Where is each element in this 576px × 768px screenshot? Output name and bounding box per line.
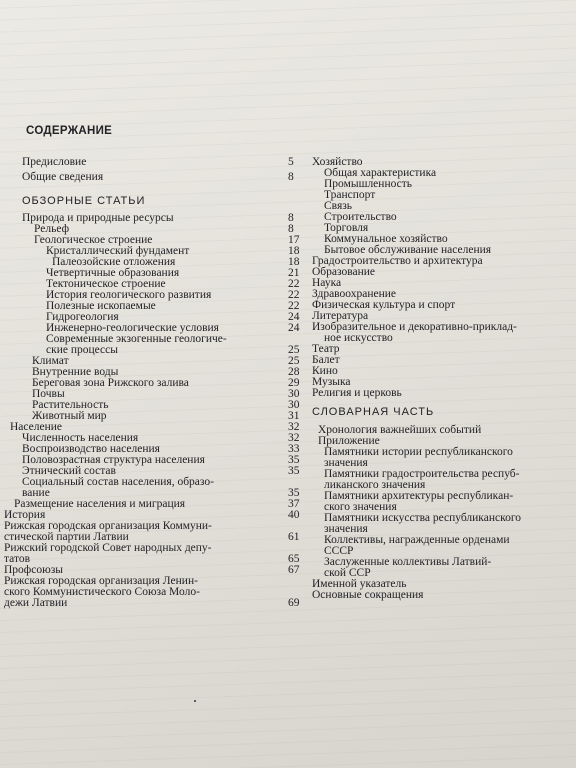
toc-entry-label: История геологического развития [46,289,212,301]
toc-entry-label: СССР [324,545,354,557]
toc-entry-label: ского Коммунистического Союза Моло- [4,586,200,598]
toc-entry-label: дежи Латвии [4,597,68,609]
toc-entry-label: Заслуженные коллективы Латвий- [324,556,492,568]
toc-entry-label: ской ССР [324,567,371,579]
toc-entry-label: Транспорт [324,189,376,201]
toc-entry-label: Коллективы, награжденные орденами [324,534,510,546]
toc-page-number: 35 [288,465,300,477]
toc-page-number: 22 [288,289,300,301]
toc-entry-label: Рижский городской Совет народных депу- [4,542,212,554]
toc-entry-label: Наука [312,277,342,289]
toc-entry-label: Инженерно-геологические условия [46,322,219,334]
toc-entry-label: Население [10,421,63,433]
toc-entry [4,597,304,609]
section-heading: ОБЗОРНЫЕ СТАТЬИ [22,195,146,207]
toc-entry-label: Береговая зона Рижского залива [32,377,189,389]
toc-entry-label: Палеозойские отложения [52,256,176,268]
toc-entry-label: Геологическое строение [34,234,153,246]
toc-page-number: 61 [288,531,300,543]
toc-entry-label: Природа и природные ресурсы [22,212,174,224]
section-heading: СЛОВАРНАЯ ЧАСТЬ [312,406,435,418]
toc-page-number: 33 [288,443,300,455]
toc-entry-label: Приложение [318,435,380,447]
toc-page-number: 67 [288,564,300,576]
toc-page-number: 30 [288,399,300,411]
toc-entry-label: Климат [32,355,69,367]
toc-entry-label: Изобразительное и декоративно-приклад- [312,321,517,333]
toc-page-number: 21 [288,267,300,279]
toc-entry-label: Внутренние воды [32,366,119,378]
toc-page-number: 25 [288,355,300,367]
toc-entry [4,195,304,207]
toc-page-number: 8 [288,171,294,183]
toc-entry-label: Коммунальное хозяйство [324,233,448,245]
toc-page-number: 37 [288,498,300,510]
toc-page-number: 22 [288,278,300,290]
toc-entry-label: Растительность [32,399,109,411]
toc-entry-label: значения [324,457,368,469]
toc-page-number: 28 [288,366,300,378]
toc-page-number: 32 [288,432,300,444]
toc-entry-label: Памятники градостроительства респуб- [324,468,520,480]
toc-entry-label: Религия и церковь [312,387,402,399]
toc-page-number: 29 [288,377,300,389]
toc-entry-label: Именной указатель [312,578,407,590]
toc-entry-label: Общие сведения [22,171,104,183]
toc-page-number: 18 [288,256,300,268]
toc-entry-label: Современные экзогенные геологиче- [46,333,227,345]
toc-page-number: 25 [288,344,300,356]
toc-entry-label: Хронология важнейших событий [318,424,482,436]
toc-page-number: 8 [288,212,294,224]
toc-entry-label: Литература [312,310,369,322]
page-title: СОДЕРЖАНИЕ [26,125,113,137]
toc-entry-label: Здравоохранение [312,288,397,300]
toc-entry-label: вание [22,487,50,499]
toc-entry-label: Памятники искусства республиканского [324,512,522,524]
toc-entry-label: Гидрогеология [46,311,119,323]
toc-entry [290,387,576,399]
toc-entry-label: Связь [324,200,353,212]
toc-page-number: 32 [288,421,300,433]
toc-entry-label: Памятники истории республиканского [324,446,513,458]
toc-entry-label: Почвы [32,388,65,400]
toc-entry-label: Образование [312,266,376,278]
toc-page-number: 35 [288,454,300,466]
page-dot [194,700,196,702]
toc-page-number: 17 [288,234,300,246]
toc-page-number: 40 [288,509,300,521]
toc-entry-label: Основные сокращения [312,589,424,601]
toc-entry-label: Памятники архитектуры республикан- [324,490,514,502]
toc-page-number: 35 [288,487,300,499]
toc-entry-label: стической партии Латвии [4,531,129,543]
toc-entry-label: Рижская городская организация Коммуни- [4,520,212,532]
toc-page-number: 30 [288,388,300,400]
toc-entry-label: Воспроизводство населения [22,443,160,455]
toc-entry-label: Этнический состав [22,465,116,477]
toc-entry-label: Размещение населения и миграция [14,498,186,510]
toc-entry-label: ские процессы [46,344,118,356]
toc-entry-label: значения [324,523,368,535]
toc-entry-label: Тектоническое строение [46,278,166,290]
toc-entry-label: татов [4,553,31,565]
toc-entry-label: Животный мир [32,410,107,422]
toc-entry [4,156,304,168]
toc-page-number: 31 [288,410,300,422]
toc-page-number: 18 [288,245,300,257]
toc-entry-label: ликанского значения [324,479,426,491]
toc-entry-label: Полезные ископаемые [46,300,156,312]
toc-page-number: 8 [288,223,294,235]
toc-entry-label: Физическая культура и спорт [312,299,456,311]
toc-entry-label: Предисловие [22,156,87,168]
toc-entry-label: Торговля [324,222,369,234]
toc-entry [290,589,576,601]
toc-entry-label: Кино [312,365,338,377]
toc-page-number: 5 [288,156,294,168]
toc-entry [290,406,576,418]
toc-entry-label: Рельеф [34,223,70,235]
toc-entry-label: Четвертичные образования [46,267,180,279]
toc-page-number: 24 [288,322,300,334]
toc-entry-label: Численность населения [22,432,139,444]
toc-entry-label: История [4,509,46,521]
toc-entry-label: ное искусство [324,332,393,344]
toc-entry-label: Общая характеристика [324,167,437,179]
toc-entry-label: Театр [312,343,340,355]
toc-page-number: 69 [288,597,300,609]
toc-entry-label: Балет [312,354,340,366]
toc-page-number: 22 [288,300,300,312]
toc-entry-label: Кристаллический фундамент [46,245,190,257]
toc-entry-label: Профсоюзы [4,564,63,576]
toc-entry [4,171,304,183]
toc-entry-label: Музыка [312,376,351,388]
toc-entry-label: Градостроительство и архитектура [312,255,483,267]
toc-entry-label: ского значения [324,501,397,513]
toc-page-number: 24 [288,311,300,323]
toc-entry-label: Бытовое обслуживание населения [324,244,492,256]
toc-entry-label: Социальный состав населения, образо- [22,476,214,488]
toc-entry-label: Промышленность [324,178,413,190]
toc-entry-label: Строительство [324,211,397,223]
toc-entry-label: Половозрастная структура населения [22,454,205,466]
toc-entry-label: Рижская городская организация Ленин- [4,575,198,587]
toc-page-number: 65 [288,553,300,565]
toc-entry-label: Хозяйство [312,156,363,168]
